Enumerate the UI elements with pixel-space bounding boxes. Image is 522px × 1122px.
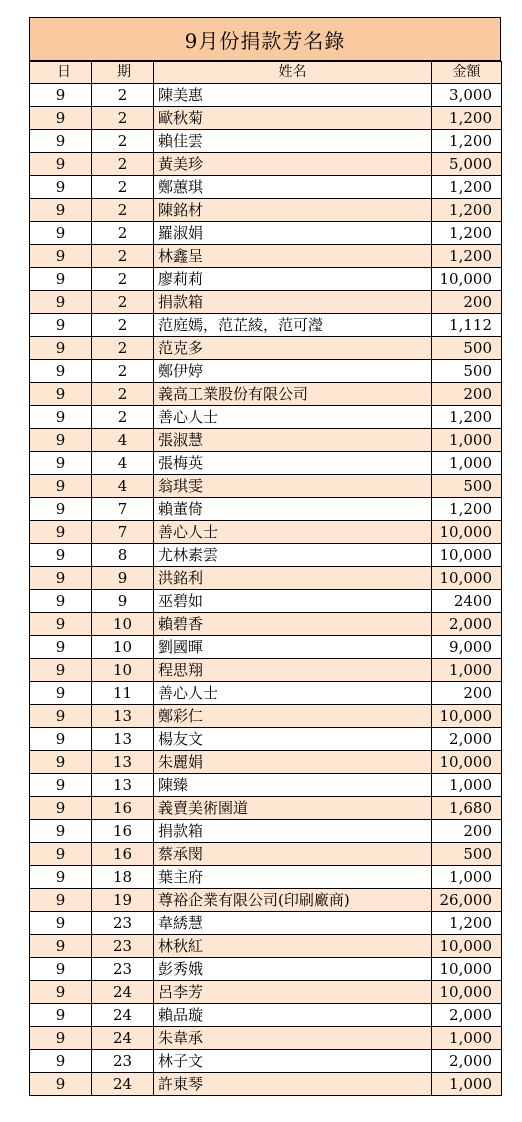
- day-cell: 23: [92, 958, 154, 981]
- amount-cell: 1,200: [432, 176, 502, 199]
- day-cell: 16: [92, 843, 154, 866]
- table-row: [30, 291, 502, 314]
- day-cell: 24: [92, 981, 154, 1004]
- amount-cell: 10,000: [432, 935, 502, 958]
- donor-name-cell: 林鑫呈: [154, 245, 432, 268]
- amount-cell: 200: [432, 682, 502, 705]
- donor-name-cell: 許東琴: [154, 1073, 432, 1096]
- month-cell: 9: [30, 751, 92, 774]
- table-row: [30, 843, 502, 866]
- day-cell: 19: [92, 889, 154, 912]
- day-cell: 4: [92, 429, 154, 452]
- month-cell: 9: [30, 659, 92, 682]
- donor-name-cell: 張梅英: [154, 452, 432, 475]
- day-cell: 2: [92, 314, 154, 337]
- table-row: [30, 751, 502, 774]
- day-cell: 2: [92, 222, 154, 245]
- month-cell: 9: [30, 1050, 92, 1073]
- amount-cell: 1,200: [432, 912, 502, 935]
- donation-sheet: [29, 17, 501, 1096]
- amount-cell: 1,200: [432, 406, 502, 429]
- month-cell: 9: [30, 153, 92, 176]
- donor-name-cell: 呂李芳: [154, 981, 432, 1004]
- amount-cell: 10,000: [432, 958, 502, 981]
- donor-name-cell: 捐款箱: [154, 820, 432, 843]
- page-title: 9月份捐款芳名錄: [29, 17, 501, 61]
- table-row: [30, 544, 502, 567]
- amount-cell: 200: [432, 383, 502, 406]
- month-cell: 9: [30, 682, 92, 705]
- day-cell: 16: [92, 820, 154, 843]
- day-cell: 10: [92, 636, 154, 659]
- amount-cell: 1,200: [432, 199, 502, 222]
- month-cell: 9: [30, 176, 92, 199]
- month-cell: 9: [30, 475, 92, 498]
- month-cell: 9: [30, 222, 92, 245]
- donor-name-cell: 林子文: [154, 1050, 432, 1073]
- month-cell: 9: [30, 820, 92, 843]
- header-amount: 金額: [432, 62, 502, 84]
- donor-name-cell: 黃美珍: [154, 153, 432, 176]
- donor-name-cell: 陳美惠: [154, 84, 432, 107]
- month-cell: 9: [30, 130, 92, 153]
- day-cell: 2: [92, 199, 154, 222]
- table-row: [30, 84, 502, 107]
- day-cell: 13: [92, 751, 154, 774]
- donor-name-cell: 尤林素雲: [154, 544, 432, 567]
- amount-cell: 1,200: [432, 498, 502, 521]
- donor-name-cell: 廖莉莉: [154, 268, 432, 291]
- donor-name-cell: 鄭蕙琪: [154, 176, 432, 199]
- day-cell: 2: [92, 360, 154, 383]
- day-cell: 9: [92, 590, 154, 613]
- month-cell: 9: [30, 268, 92, 291]
- donor-name-cell: 程思翔: [154, 659, 432, 682]
- day-cell: 23: [92, 912, 154, 935]
- donor-name-cell: 彭秀娥: [154, 958, 432, 981]
- amount-cell: 1,000: [432, 1027, 502, 1050]
- donor-name-cell: 賴董倚: [154, 498, 432, 521]
- month-cell: 9: [30, 245, 92, 268]
- day-cell: 18: [92, 866, 154, 889]
- amount-cell: 10,000: [432, 705, 502, 728]
- day-cell: 24: [92, 1004, 154, 1027]
- donor-name-cell: 楊友文: [154, 728, 432, 751]
- table-row: [30, 705, 502, 728]
- amount-cell: 1,200: [432, 130, 502, 153]
- amount-cell: 10,000: [432, 544, 502, 567]
- month-cell: 9: [30, 383, 92, 406]
- amount-cell: 10,000: [432, 981, 502, 1004]
- table-row: [30, 866, 502, 889]
- table-row: [30, 590, 502, 613]
- table-row: [30, 682, 502, 705]
- donor-name-cell: 葉主府: [154, 866, 432, 889]
- table-row: [30, 935, 502, 958]
- amount-cell: 1,000: [432, 1073, 502, 1096]
- donor-name-cell: 善心人士: [154, 521, 432, 544]
- month-cell: 9: [30, 337, 92, 360]
- donor-name-cell: 善心人士: [154, 682, 432, 705]
- day-cell: 4: [92, 452, 154, 475]
- month-cell: 9: [30, 452, 92, 475]
- amount-cell: 10,000: [432, 521, 502, 544]
- day-cell: 2: [92, 291, 154, 314]
- donor-name-cell: 鄭伊婷: [154, 360, 432, 383]
- table-row: [30, 107, 502, 130]
- donor-name-cell: 翁琪雯: [154, 475, 432, 498]
- table-row: [30, 521, 502, 544]
- table-row: [30, 383, 502, 406]
- table-row: [30, 1050, 502, 1073]
- donor-name-cell: 賴佳雲: [154, 130, 432, 153]
- amount-cell: 1,200: [432, 107, 502, 130]
- amount-cell: 500: [432, 475, 502, 498]
- amount-cell: 1,000: [432, 452, 502, 475]
- day-cell: 10: [92, 613, 154, 636]
- month-cell: 9: [30, 567, 92, 590]
- day-cell: 7: [92, 498, 154, 521]
- table-row: [30, 498, 502, 521]
- amount-cell: 1,000: [432, 429, 502, 452]
- table-row: [30, 797, 502, 820]
- amount-cell: 10,000: [432, 567, 502, 590]
- donor-name-cell: 陳臻: [154, 774, 432, 797]
- month-cell: 9: [30, 544, 92, 567]
- amount-cell: 1,000: [432, 866, 502, 889]
- donor-name-cell: 鄭彩仁: [154, 705, 432, 728]
- month-cell: 9: [30, 406, 92, 429]
- day-cell: 2: [92, 130, 154, 153]
- donor-name-cell: 義高工業股份有限公司: [154, 383, 432, 406]
- month-cell: 9: [30, 1073, 92, 1096]
- day-cell: 13: [92, 774, 154, 797]
- month-cell: 9: [30, 843, 92, 866]
- day-cell: 10: [92, 659, 154, 682]
- header-period: 期: [92, 62, 154, 84]
- month-cell: 9: [30, 981, 92, 1004]
- day-cell: 2: [92, 383, 154, 406]
- donor-name-cell: 陳銘材: [154, 199, 432, 222]
- month-cell: 9: [30, 912, 92, 935]
- month-cell: 9: [30, 291, 92, 314]
- table-row: [30, 130, 502, 153]
- amount-cell: 9,000: [432, 636, 502, 659]
- day-cell: 13: [92, 728, 154, 751]
- amount-cell: 2,000: [432, 1050, 502, 1073]
- table-row: [30, 268, 502, 291]
- day-cell: 23: [92, 935, 154, 958]
- month-cell: 9: [30, 774, 92, 797]
- table-row: [30, 475, 502, 498]
- amount-cell: 1,000: [432, 659, 502, 682]
- month-cell: 9: [30, 429, 92, 452]
- donor-name-cell: 蔡承閔: [154, 843, 432, 866]
- donor-name-cell: 朱韋承: [154, 1027, 432, 1050]
- day-cell: 13: [92, 705, 154, 728]
- amount-cell: 2400: [432, 590, 502, 613]
- day-cell: 2: [92, 245, 154, 268]
- month-cell: 9: [30, 521, 92, 544]
- donor-name-cell: 韋綉慧: [154, 912, 432, 935]
- table-row: [30, 567, 502, 590]
- amount-cell: 500: [432, 337, 502, 360]
- header-name: 姓名: [154, 62, 432, 84]
- amount-cell: 1,112: [432, 314, 502, 337]
- table-row: [30, 820, 502, 843]
- table-row: [30, 774, 502, 797]
- table-row: [30, 245, 502, 268]
- table-row: [30, 659, 502, 682]
- table-row: [30, 1027, 502, 1050]
- amount-cell: 1,000: [432, 774, 502, 797]
- table-row: [30, 452, 502, 475]
- day-cell: 2: [92, 107, 154, 130]
- month-cell: 9: [30, 107, 92, 130]
- table-row: [30, 728, 502, 751]
- day-cell: 4: [92, 475, 154, 498]
- table-row: [30, 314, 502, 337]
- table-row: [30, 199, 502, 222]
- donor-name-cell: 尊裕企業有限公司(印刷廠商): [154, 889, 432, 912]
- table-row: [30, 889, 502, 912]
- amount-cell: 26,000: [432, 889, 502, 912]
- month-cell: 9: [30, 797, 92, 820]
- amount-cell: 500: [432, 843, 502, 866]
- donor-name-cell: 范庭嫣，范芷綾，范可瀅: [154, 314, 432, 337]
- donation-table: [29, 61, 502, 1096]
- donor-name-cell: 捐款箱: [154, 291, 432, 314]
- donor-name-cell: 善心人士: [154, 406, 432, 429]
- day-cell: 2: [92, 406, 154, 429]
- amount-cell: 10,000: [432, 751, 502, 774]
- donor-name-cell: 朱麗娟: [154, 751, 432, 774]
- table-body: [30, 84, 502, 1096]
- table-row: [30, 1073, 502, 1096]
- amount-cell: 200: [432, 820, 502, 843]
- donor-name-cell: 巫碧如: [154, 590, 432, 613]
- donor-name-cell: 賴碧香: [154, 613, 432, 636]
- day-cell: 7: [92, 521, 154, 544]
- day-cell: 16: [92, 797, 154, 820]
- day-cell: 24: [92, 1073, 154, 1096]
- amount-cell: 1,200: [432, 222, 502, 245]
- month-cell: 9: [30, 889, 92, 912]
- month-cell: 9: [30, 360, 92, 383]
- table-row: [30, 337, 502, 360]
- amount-cell: 3,000: [432, 84, 502, 107]
- day-cell: 24: [92, 1027, 154, 1050]
- month-cell: 9: [30, 636, 92, 659]
- table-row: [30, 406, 502, 429]
- donor-name-cell: 賴品璇: [154, 1004, 432, 1027]
- month-cell: 9: [30, 958, 92, 981]
- month-cell: 9: [30, 1027, 92, 1050]
- amount-cell: 200: [432, 291, 502, 314]
- table-row: [30, 981, 502, 1004]
- day-cell: 9: [92, 567, 154, 590]
- amount-cell: 1,680: [432, 797, 502, 820]
- month-cell: 9: [30, 866, 92, 889]
- day-cell: 8: [92, 544, 154, 567]
- amount-cell: 1,200: [432, 245, 502, 268]
- day-cell: 11: [92, 682, 154, 705]
- day-cell: 2: [92, 268, 154, 291]
- header-day: 日: [30, 62, 92, 84]
- donor-name-cell: 洪銘利: [154, 567, 432, 590]
- month-cell: 9: [30, 705, 92, 728]
- header-row: [30, 62, 502, 84]
- amount-cell: 2,000: [432, 728, 502, 751]
- amount-cell: 500: [432, 360, 502, 383]
- day-cell: 2: [92, 84, 154, 107]
- table-row: [30, 222, 502, 245]
- month-cell: 9: [30, 1004, 92, 1027]
- table-row: [30, 958, 502, 981]
- month-cell: 9: [30, 314, 92, 337]
- table-row: [30, 1004, 502, 1027]
- donor-name-cell: 歐秋菊: [154, 107, 432, 130]
- month-cell: 9: [30, 498, 92, 521]
- table-row: [30, 153, 502, 176]
- day-cell: 2: [92, 153, 154, 176]
- day-cell: 2: [92, 176, 154, 199]
- donor-name-cell: 義賣美術園道: [154, 797, 432, 820]
- table-row: [30, 360, 502, 383]
- day-cell: 2: [92, 337, 154, 360]
- donor-name-cell: 羅淑娟: [154, 222, 432, 245]
- table-row: [30, 429, 502, 452]
- donor-name-cell: 范克多: [154, 337, 432, 360]
- month-cell: 9: [30, 728, 92, 751]
- amount-cell: 2,000: [432, 1004, 502, 1027]
- month-cell: 9: [30, 84, 92, 107]
- donor-name-cell: 林秋紅: [154, 935, 432, 958]
- month-cell: 9: [30, 199, 92, 222]
- amount-cell: 2,000: [432, 613, 502, 636]
- table-row: [30, 912, 502, 935]
- table-row: [30, 176, 502, 199]
- day-cell: 23: [92, 1050, 154, 1073]
- month-cell: 9: [30, 613, 92, 636]
- month-cell: 9: [30, 935, 92, 958]
- donor-name-cell: 劉國暉: [154, 636, 432, 659]
- month-cell: 9: [30, 590, 92, 613]
- amount-cell: 5,000: [432, 153, 502, 176]
- amount-cell: 10,000: [432, 268, 502, 291]
- donor-name-cell: 張淑慧: [154, 429, 432, 452]
- table-row: [30, 613, 502, 636]
- table-row: [30, 636, 502, 659]
